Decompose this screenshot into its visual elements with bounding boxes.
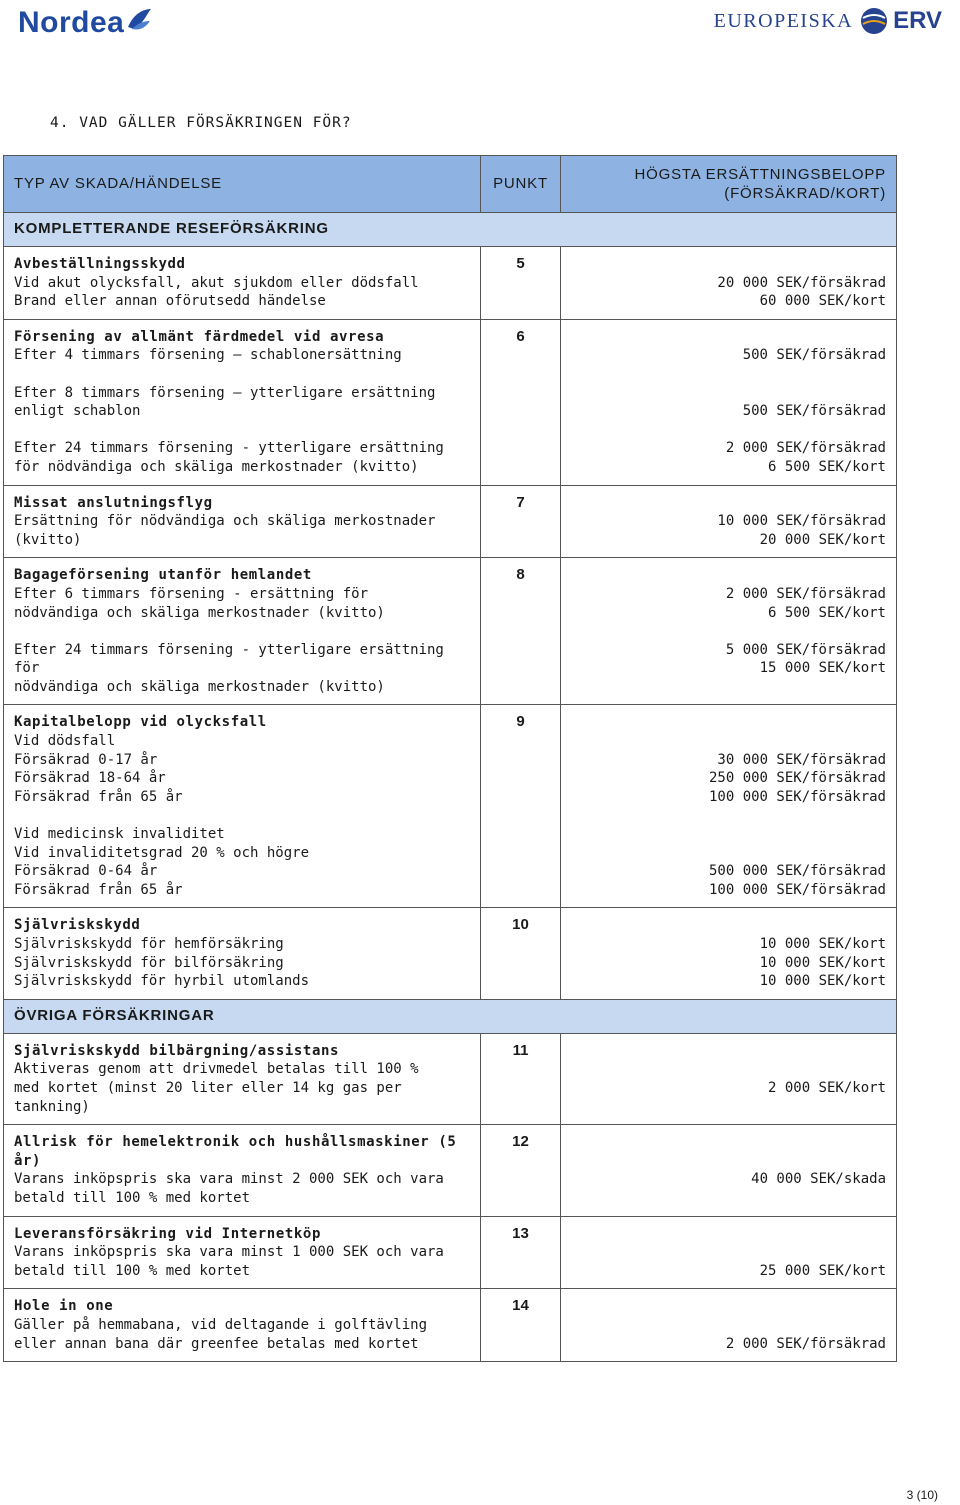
section-row-travel (4, 213, 897, 247)
section-title: ÖVRIGA FÖRSÄKRINGAR (4, 999, 897, 1033)
row-amount: 40 000 SEK/skada (561, 1125, 897, 1216)
table-row (4, 908, 897, 999)
row-description: Försening av allmänt färdmedel vid avresa Efter 4 timmars försening – schablonersättning Efter 8 timmars försening – ytterligare ersättning enligt schablon Efter 24 timmars försening - ytterligare ersättning för nödvändiga och skäliga merkostnader (kvitto) (4, 319, 481, 485)
col-header-type: TYP AV SKADA/HÄNDELSE (4, 156, 481, 213)
row-amount: 25 000 SEK/kort (561, 1216, 897, 1289)
col-header-amount: HÖGSTA ERSÄTTNINGSBELOPP (FÖRSÄKRAD/KORT) (561, 156, 897, 213)
row-amount: 20 000 SEK/försäkrad 60 000 SEK/kort (561, 247, 897, 320)
section-heading: 4. VAD GÄLLER FÖRSÄKRINGEN FÖR? (50, 115, 352, 131)
row-amount: 2 000 SEK/försäkrad (561, 1289, 897, 1362)
col-header-point: PUNKT (481, 156, 561, 213)
table-row (4, 1216, 897, 1289)
row-description: Avbeställningsskydd Vid akut olycksfall, akut sjukdom eller dödsfall Brand eller annan oförutsedd händelse (4, 247, 481, 320)
table-row (4, 1125, 897, 1216)
row-point: 14 (481, 1289, 561, 1362)
row-amount: 2 000 SEK/kort (561, 1033, 897, 1124)
row-amount: 10 000 SEK/kort 10 000 SEK/kort 10 000 SEK/kort (561, 908, 897, 999)
row-description: Bagageförsening utanför hemlandet Efter 6 timmars försening - ersättning för nödvändiga och skäliga merkostnader (kvitto) Efter 24 timmars försening - ytterligare ersättning för nödvändiga och skäliga merkostnader (kvitto) (4, 558, 481, 705)
row-point: 5 (481, 247, 561, 320)
row-point: 12 (481, 1125, 561, 1216)
row-point: 11 (481, 1033, 561, 1124)
section-title: KOMPLETTERANDE RESEFÖRSÄKRING (4, 213, 897, 247)
nordea-logo: Nordea (18, 6, 152, 40)
row-point: 9 (481, 705, 561, 908)
coverage-table (3, 155, 897, 1362)
table-row (4, 485, 897, 558)
row-description: Missat anslutningsflyg Ersättning för nödvändiga och skäliga merkostnader (kvitto) (4, 485, 481, 558)
table-header-row (4, 156, 897, 213)
table-row (4, 319, 897, 485)
row-description: Leveransförsäkring vid Internetköp Varans inköpspris ska vara minst 1 000 SEK och vara betald till 100 % med kortet (4, 1216, 481, 1289)
page-number: 3 (10) (906, 1488, 938, 1502)
row-amount: 10 000 SEK/försäkrad 20 000 SEK/kort (561, 485, 897, 558)
table-row (4, 558, 897, 705)
table-row (4, 1289, 897, 1362)
row-amount: 2 000 SEK/försäkrad 6 500 SEK/kort 5 000 SEK/försäkrad 15 000 SEK/kort (561, 558, 897, 705)
row-amount: 500 SEK/försäkrad 500 SEK/försäkrad 2 000 SEK/försäkrad 6 500 SEK/kort (561, 319, 897, 485)
erv-globe-icon (859, 6, 889, 36)
row-point: 8 (481, 558, 561, 705)
row-point: 13 (481, 1216, 561, 1289)
table-row (4, 247, 897, 320)
row-point: 6 (481, 319, 561, 485)
table-row (4, 705, 897, 908)
row-description: Hole in one Gäller på hemmabana, vid deltagande i golftävling eller annan bana där greenfee betalas med kortet (4, 1289, 481, 1362)
section-row-other (4, 999, 897, 1033)
row-point: 10 (481, 908, 561, 999)
table-row (4, 1033, 897, 1124)
erv-logo: EUROPEISKA ERV (713, 7, 942, 34)
row-point: 7 (481, 485, 561, 558)
nordea-bird-icon (126, 7, 152, 33)
row-description: Allrisk för hemelektronik och hushållsmaskiner (5 år) Varans inköpspris ska vara minst 2 000 SEK och vara betald till 100 % med kortet (4, 1125, 481, 1216)
row-description: Självriskskydd bilbärgning/assistans Aktiveras genom att drivmedel betalas till 100 % med kortet (minst 20 liter eller 14 kg gas per tankning) (4, 1033, 481, 1124)
row-description: Kapitalbelopp vid olycksfall Vid dödsfall Försäkrad 0-17 år Försäkrad 18-64 år Försäkrad från 65 år Vid medicinsk invaliditet Vid invaliditetsgrad 20 % och högre Försäkrad 0-64 år Försäkrad från 65 år (4, 705, 481, 908)
row-description: Självriskskydd Självriskskydd för hemförsäkring Självriskskydd för bilförsäkring Självriskskydd för hyrbil utomlands (4, 908, 481, 999)
row-amount: 30 000 SEK/försäkrad 250 000 SEK/försäkrad 100 000 SEK/försäkrad 500 000 SEK/försäkrad 100 000 SEK/försäkrad (561, 705, 897, 908)
